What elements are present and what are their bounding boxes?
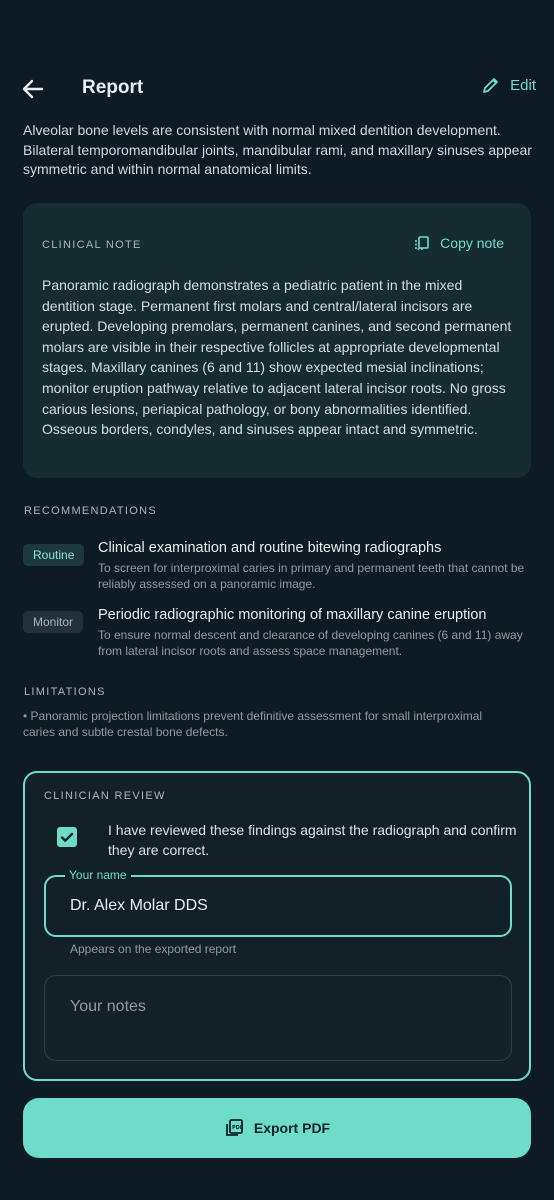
pdf-icon bbox=[224, 1118, 244, 1138]
recommendation-desc: To ensure normal descent and clearance of developing canines (6 and 11) away from lateral incisor roots and assess space management. bbox=[98, 628, 523, 658]
edit-label: Edit bbox=[510, 76, 536, 94]
export-pdf-label: Export PDF bbox=[253, 1120, 331, 1136]
limitations-text: • Panoramic projection limitations prevent definitive assessment for small interproximal caries and subtle crestal bone defects. bbox=[23, 709, 483, 739]
copy-note-button[interactable] bbox=[414, 235, 504, 251]
svg-text:PDF: PDF bbox=[231, 1125, 244, 1131]
name-helper-text: Appears on the exported report bbox=[70, 942, 237, 956]
confirm-text: I have reviewed these findings against the radiograph and confirm they are correct. bbox=[108, 822, 517, 858]
recommendation-title: Periodic radiographic monitoring of maxillary canine eruption bbox=[98, 607, 487, 623]
pencil-icon bbox=[482, 76, 500, 94]
clinician-review-label: CLINICIAN REVIEW bbox=[44, 790, 166, 802]
arrow-left-icon bbox=[18, 74, 48, 104]
priority-badge: Routine bbox=[23, 544, 84, 566]
clinician-review-card bbox=[23, 771, 531, 1081]
edit-button[interactable] bbox=[482, 76, 536, 94]
notes-field[interactable] bbox=[44, 975, 512, 1061]
name-input-value[interactable]: Dr. Alex Molar DDS bbox=[70, 897, 208, 914]
recommendation-desc: To screen for interproximal caries in primary and permanent teeth that cannot be reliably assessed on a panoramic image. bbox=[98, 561, 525, 591]
page-title: Report bbox=[82, 77, 144, 98]
recommendations-label: RECOMMENDATIONS bbox=[24, 505, 157, 517]
intro-text: Alveolar bone levels are consistent with normal mixed dentition development. Bilateral temporomandibular joints, mandibular rami, and maxillary sinuses appear symmetric and within normal anatomical limits. bbox=[23, 122, 532, 177]
copy-icon bbox=[414, 235, 430, 251]
name-field[interactable] bbox=[44, 868, 512, 937]
app-bar bbox=[0, 60, 554, 116]
recommendation-title: Clinical examination and routine bitewing radiographs bbox=[98, 540, 442, 556]
checkmark-icon bbox=[59, 829, 75, 845]
clinical-note-text: Panoramic radiograph demonstrates a pediatric patient in the mixed dentition stage. Permanent first molars and central/lateral incisors are erupted. Developing premolars, permanent canines, and second permanent molars are visible in their respective follicles at appropriate developmental stages. Maxillary canines (6 and 11) show expected mesial inclinations; monitor eruption pathway relative to adjacent lateral incisor roots. No gross carious lesions, periapical pathology, or bony abnormalities identified. Osseous borders, condyles, and sinuses appear intact and symmetric. bbox=[42, 277, 512, 438]
export-pdf-button[interactable] bbox=[23, 1098, 531, 1158]
notes-placeholder: Your notes bbox=[70, 998, 146, 1015]
clinical-note-card bbox=[23, 203, 531, 478]
back-button[interactable] bbox=[18, 74, 48, 104]
limitations-label: LIMITATIONS bbox=[24, 686, 106, 698]
name-field-label: Your name bbox=[65, 868, 131, 882]
clinical-note-label: CLINICAL NOTE bbox=[42, 239, 142, 251]
copy-note-label: Copy note bbox=[440, 235, 504, 251]
confirm-checkbox[interactable] bbox=[57, 827, 77, 847]
priority-badge: Monitor bbox=[23, 611, 83, 633]
